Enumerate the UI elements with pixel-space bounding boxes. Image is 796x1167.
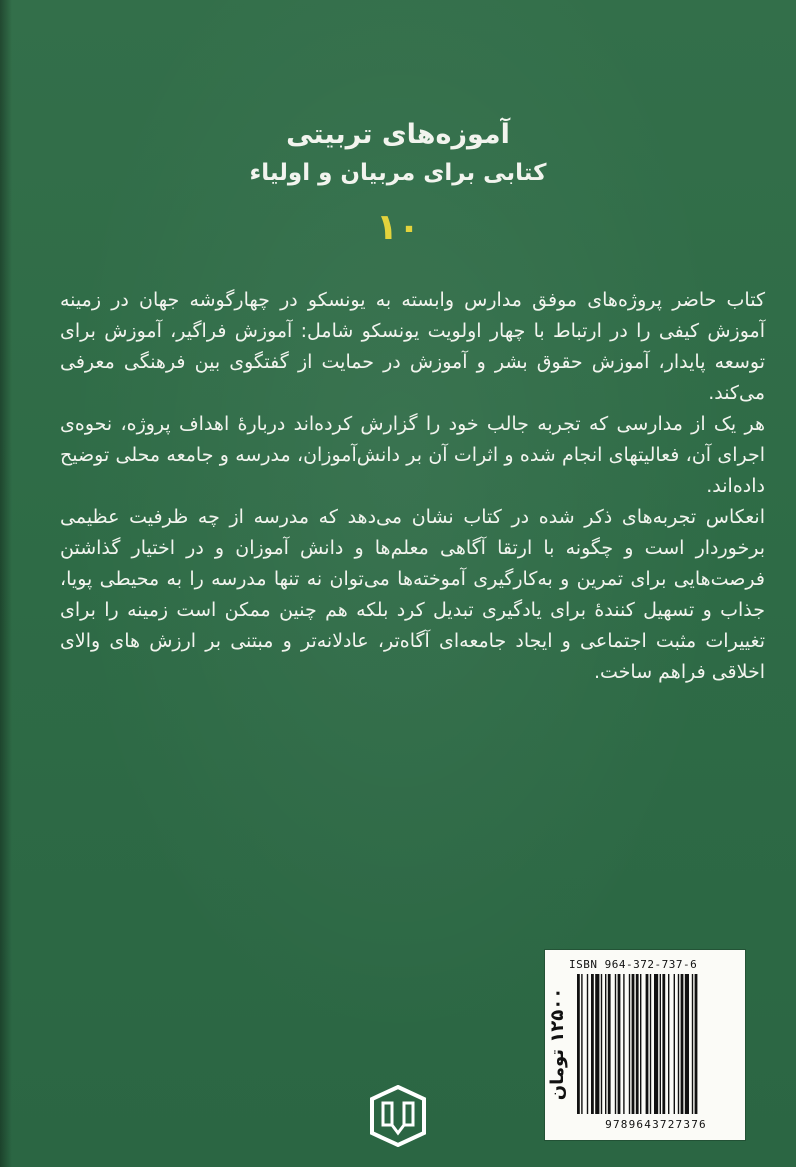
barcode-sticker: [545, 950, 745, 1140]
isbn-label: ISBN 964-372-737-6: [569, 958, 698, 971]
title-block: [0, 115, 796, 257]
barcode-icon: [573, 974, 739, 1116]
blurb-paragraph-1: کتاب حاضر پروژه‌های موفق مدارس وابسته به یونسکو در چهارگوشه جهان در زمینه آموزش کیفی را در ارتباط با چهار اولویت یونسکو شامل: آموزش فراگیر، آموزش برای توسعه پایدار، آموزش حقوق بشر و آموزش در حمایت از گفتگوی بین فرهنگی معرفی می‌کند.: [60, 289, 765, 404]
blurb-paragraph-3: انعکاس تجربه‌های ذکر شده در کتاب نشان می‌دهد که مدرسه از چه ظرفیت عظیمی برخوردار است و چگونه با ارتقا آگاهی معلم‌ها و دانش آموزان و در اختیار گذاشتن فرصت‌هایی برای تمرین و به‌کارگیری آموخته‌ها می‌توان نه تنها مدرسه را به محیطی پویا، جذاب و تسهیل کنندهٔ برای یادگیری تبدیل کرد بلکه هم چنین ممکن است زمینه را برای تغییرات مثبت اجتماعی و ایجاد جامعه‌ای آگاه‌تر، عادلانه‌تر و مبتنی بر ارزش های والای اخلاقی فراهم ساخت.: [60, 506, 765, 683]
barcode-digits: 9789643727376: [605, 1118, 707, 1131]
volume-number: ۱۰: [376, 207, 420, 248]
blurb-text: [60, 285, 765, 688]
subtitle: کتابی برای مربیان و اولیاء: [249, 160, 547, 186]
price-label: [543, 950, 571, 1140]
blurb-paragraph-2: هر یک از مدارسی که تجربه جالب خود را گزارش کرده‌اند دربارهٔ اهداف پروژه، نحوه‌ی اجرای آن، فعالیتهای انجام شده و اثرات آن بر دانش‌آموزان، مدرسه و جامعه محلی توضیح داده‌اند.: [60, 413, 765, 497]
series-title: آموزه‌های تربیتی: [286, 119, 510, 150]
publisher-logo-icon: [370, 1085, 426, 1147]
price-text: ۱۲۵۰۰ تومان: [547, 987, 568, 1101]
